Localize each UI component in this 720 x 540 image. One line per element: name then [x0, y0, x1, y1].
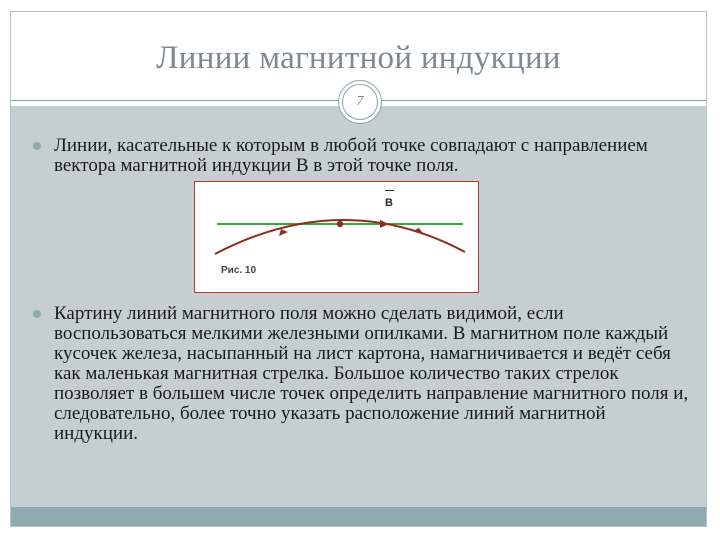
slide-frame	[10, 11, 707, 527]
bullet-text: Линии, касательные к которым в любой точке совпадают с направлением вектора магнитной индукции В в этой точке поля.	[54, 135, 648, 176]
tangent-point	[337, 221, 343, 227]
vector-label: B	[385, 197, 393, 209]
bullet-dot-icon	[33, 310, 41, 318]
footer-bar	[11, 507, 706, 526]
bullet-item-definition	[33, 136, 693, 176]
title-divider-right	[382, 100, 706, 101]
slide-number-badge	[338, 80, 382, 124]
field-line-diagram	[195, 182, 480, 294]
vector-overline-icon	[385, 190, 394, 191]
bullet-text: Картину линий магнитного поля можно сделать видимой, если воспользоваться мелкими железными опилками. В магнитном поле каждый кусочек железа, насыпанный на лист картона, намагничивается и ведёт себя как маленькая магнитная стрелка. Большое количество таких стрелок позволяет в большем числе точек определить направление магнитного поля и, следовательно, более точно указать расположение линий магнитной индукции.	[54, 303, 689, 444]
bullet-item-iron-filings	[33, 304, 693, 444]
content-area	[11, 106, 706, 508]
slide-number: 7	[342, 84, 378, 120]
vector-arrowhead-icon	[380, 220, 389, 228]
figure-field-line	[194, 181, 479, 293]
curve-arrow-left-icon	[279, 229, 288, 236]
title-divider-left	[11, 100, 338, 101]
slide-title: Линии магнитной индукции	[156, 40, 561, 76]
bullet-dot-icon	[33, 142, 41, 150]
figure-caption: Рис. 10	[221, 265, 257, 276]
